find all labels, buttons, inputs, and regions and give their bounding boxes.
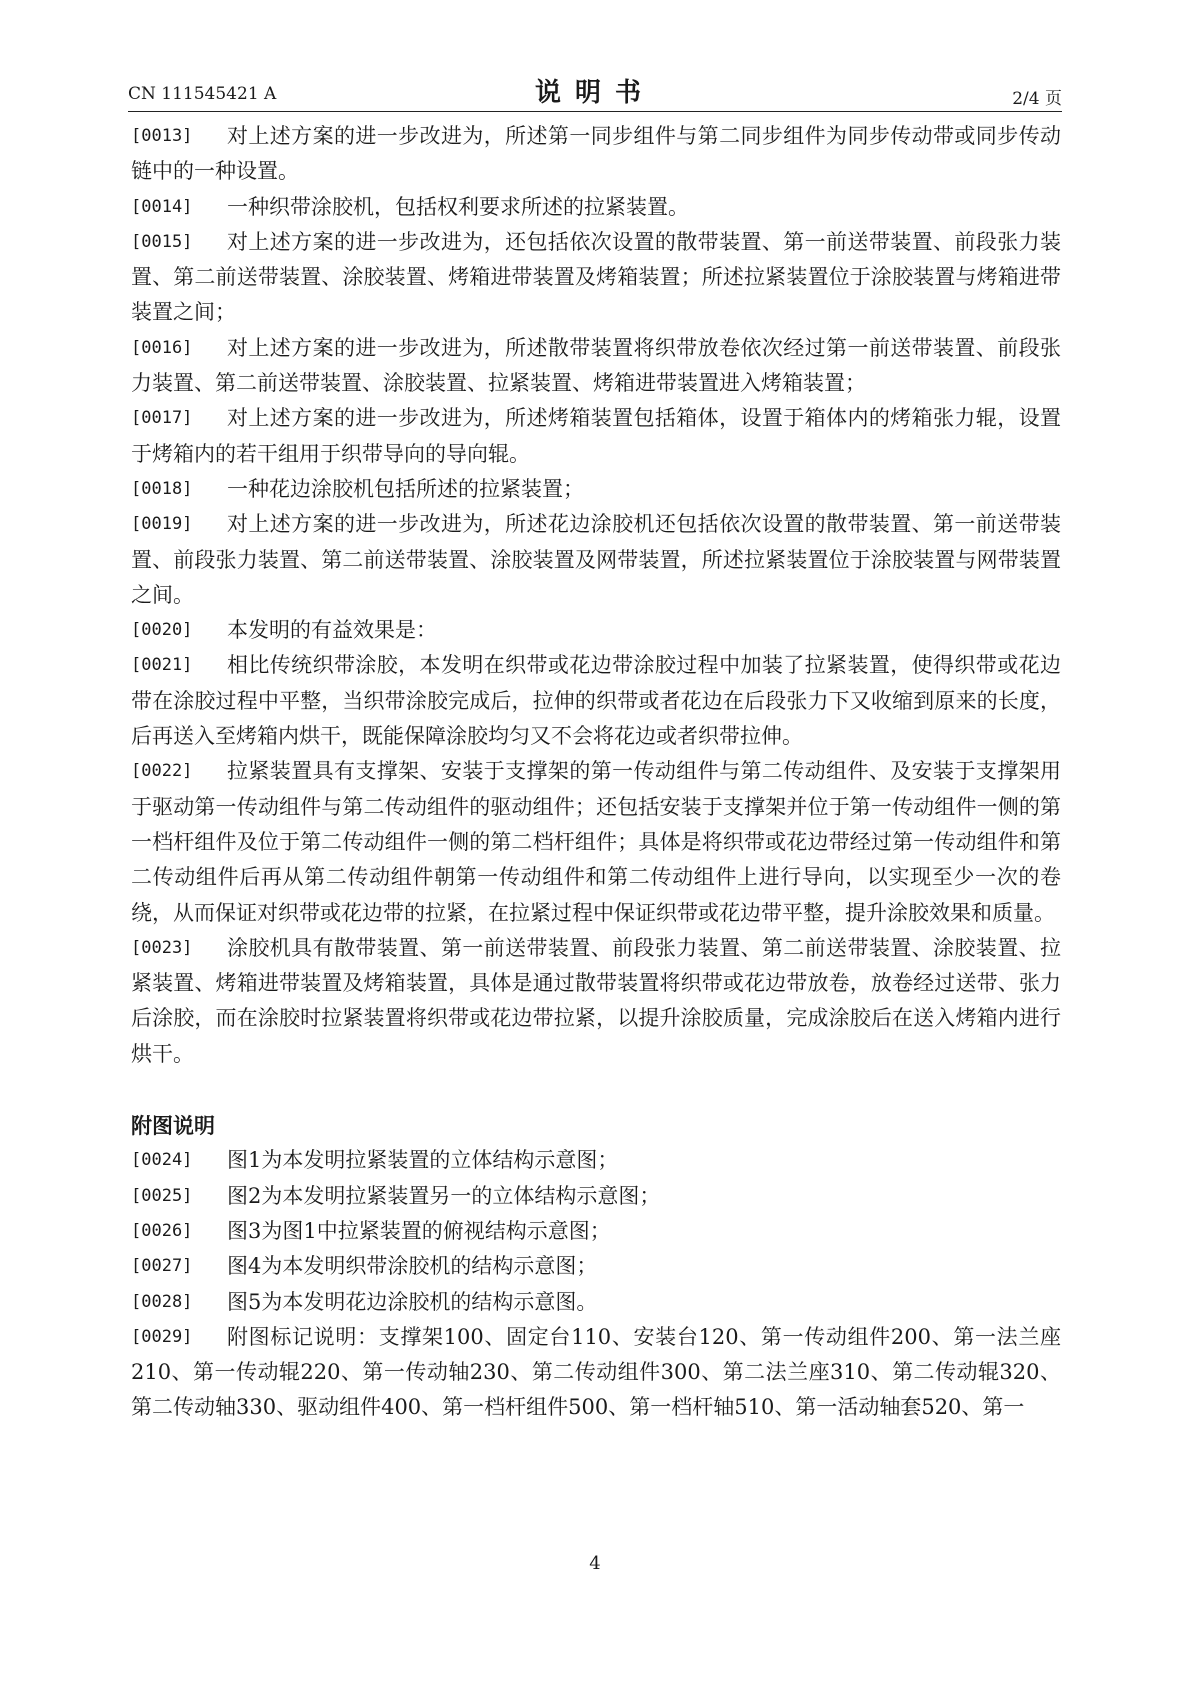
paragraph-number: [0026]	[131, 1220, 193, 1241]
paragraph	[131, 1143, 1061, 1178]
paragraph	[131, 507, 1061, 613]
paragraph-number: [0019]	[131, 514, 193, 535]
paragraph-text: 图5为本发明花边涂胶机的结构示意图。	[227, 1289, 598, 1314]
paragraph-number: [0017]	[131, 408, 193, 429]
paragraph	[131, 1285, 1061, 1320]
paragraph	[131, 331, 1061, 402]
paragraph-text: 一种花边涂胶机包括所述的拉紧装置；	[227, 476, 584, 501]
paragraph-number: [0016]	[131, 337, 193, 358]
paragraph-text: 图3为图1中拉紧装置的俯视结构示意图；	[227, 1218, 611, 1243]
publication-number: CN 111545421 A	[128, 84, 277, 104]
paragraph	[131, 119, 1061, 190]
header-divider	[128, 111, 1062, 112]
paragraph	[131, 401, 1061, 472]
document-body	[131, 119, 1061, 1426]
paragraph-text: 本发明的有益效果是：	[227, 618, 437, 643]
paragraph	[131, 225, 1061, 331]
paragraph	[131, 648, 1061, 754]
paragraph-text: 对上述方案的进一步改进为，还包括依次设置的散带装置、第一前送带装置、前段张力装置、第二前送带装置、涂胶装置、烤箱进带装置及烤箱装置；所述拉紧装置位于涂胶装置与烤箱进带装置之间；	[131, 229, 1061, 325]
paragraph-number: [0022]	[131, 761, 193, 782]
paragraph-group-figures	[131, 1143, 1061, 1425]
paragraph-text: 拉紧装置具有支撑架、安装于支撑架的第一传动组件与第二传动组件、及安装于支撑架用于驱动第一传动组件与第二传动组件的驱动组件；还包括安装于支撑架并位于第一传动组件一侧的第一档杆组件及位于第二传动组件一侧的第二档杆组件；具体是将织带或花边带经过第一传动组件和第二传动组件后再从第二传动组件朝第一传动组件和第二传动组件上进行导向，以实现至少一次的卷绕，从而保证对织带或花边带的拉紧，在拉紧过程中保证织带或花边带平整，提升涂胶效果和质量。	[131, 759, 1061, 925]
paragraph-text: 附图标记说明：支撑架100、固定台110、安装台120、第一传动组件200、第一法兰座210、第一传动辊220、第一传动轴230、第二传动组件300、第二法兰座310、第二传动辊320、第二传动轴330、驱动组件400、第一档杆组件500、第一档杆轴510、第一活动轴套520、第一	[131, 1324, 1061, 1420]
paragraph-text: 图4为本发明织带涂胶机的结构示意图；	[227, 1254, 598, 1279]
paragraph-text: 涂胶机具有散带装置、第一前送带装置、前段张力装置、第二前送带装置、涂胶装置、拉紧装置、烤箱进带装置及烤箱装置，具体是通过散带装置将织带或花边带放卷，放卷经过送带、张力后涂胶，而在涂胶时拉紧装置将织带或花边带拉紧，以提升涂胶质量，完成涂胶后在送入烤箱内进行烘干。	[131, 935, 1061, 1066]
paragraph-number: [0013]	[131, 126, 193, 146]
paragraph	[131, 754, 1061, 930]
paragraph-number: [0021]	[131, 655, 193, 676]
page-header	[128, 72, 1062, 108]
paragraph-text: 图2为本发明拉紧装置另一的立体结构示意图；	[227, 1183, 661, 1208]
paragraph-number: [0029]	[131, 1326, 193, 1347]
paragraph	[131, 1179, 1061, 1214]
paragraph-number: [0023]	[131, 937, 193, 958]
paragraph-number: [0020]	[131, 620, 193, 641]
paragraph-text: 相比传统织带涂胶，本发明在织带或花边带涂胶过程中加装了拉紧装置，使得织带或花边带在涂胶过程中平整，当织带涂胶完成后，拉伸的织带或者花边在后段张力下又收缩到原来的长度，后再送入至烤箱内烘干，既能保障涂胶均匀又不会将花边或者织带拉伸。	[131, 653, 1061, 749]
paragraph-text: 图1为本发明拉紧装置的立体结构示意图；	[227, 1148, 619, 1173]
paragraph-number: [0025]	[131, 1185, 193, 1206]
paragraph-text: 对上述方案的进一步改进为，所述烤箱装置包括箱体，设置于箱体内的烤箱张力辊，设置于烤箱内的若干组用于织带导向的导向辊。	[131, 406, 1061, 466]
paragraph	[131, 1214, 1061, 1249]
paragraph-number: [0027]	[131, 1256, 193, 1277]
paragraph-text: 一种织带涂胶机，包括权利要求所述的拉紧装置。	[227, 194, 689, 219]
paragraph	[131, 190, 1061, 225]
paragraph	[131, 1249, 1061, 1284]
paragraph	[131, 931, 1061, 1072]
page-indicator: 2/4 页	[1012, 89, 1062, 109]
paragraph-text: 对上述方案的进一步改进为，所述散带装置将织带放卷依次经过第一前送带装置、前段张力装置、第二前送带装置、涂胶装置、拉紧装置、烤箱进带装置进入烤箱装置；	[131, 335, 1061, 396]
paragraph-number: [0018]	[131, 478, 193, 499]
document-title: 说明书	[534, 78, 655, 108]
paragraph-number: [0014]	[131, 196, 193, 217]
paragraph-text: 对上述方案的进一步改进为，所述花边涂胶机还包括依次设置的散带装置、第一前送带装置、前段张力装置、第二前送带装置、涂胶装置及网带装置，所述拉紧装置位于涂胶装置与网带装置之间。	[131, 512, 1061, 607]
paragraph-number: [0015]	[131, 231, 193, 252]
paragraph	[131, 613, 1061, 648]
paragraph	[131, 1320, 1061, 1426]
paragraph	[131, 472, 1061, 507]
page-number: 4	[589, 1553, 601, 1574]
paragraph-number: [0024]	[131, 1150, 193, 1171]
section-heading: 附图说明	[131, 1113, 215, 1139]
paragraph-text: 对上述方案的进一步改进为，所述第一同步组件与第二同步组件为同步传动带或同步传动链中的一种设置。	[131, 124, 1061, 184]
paragraph-group-description	[131, 119, 1061, 1072]
paragraph-number: [0028]	[131, 1291, 193, 1312]
